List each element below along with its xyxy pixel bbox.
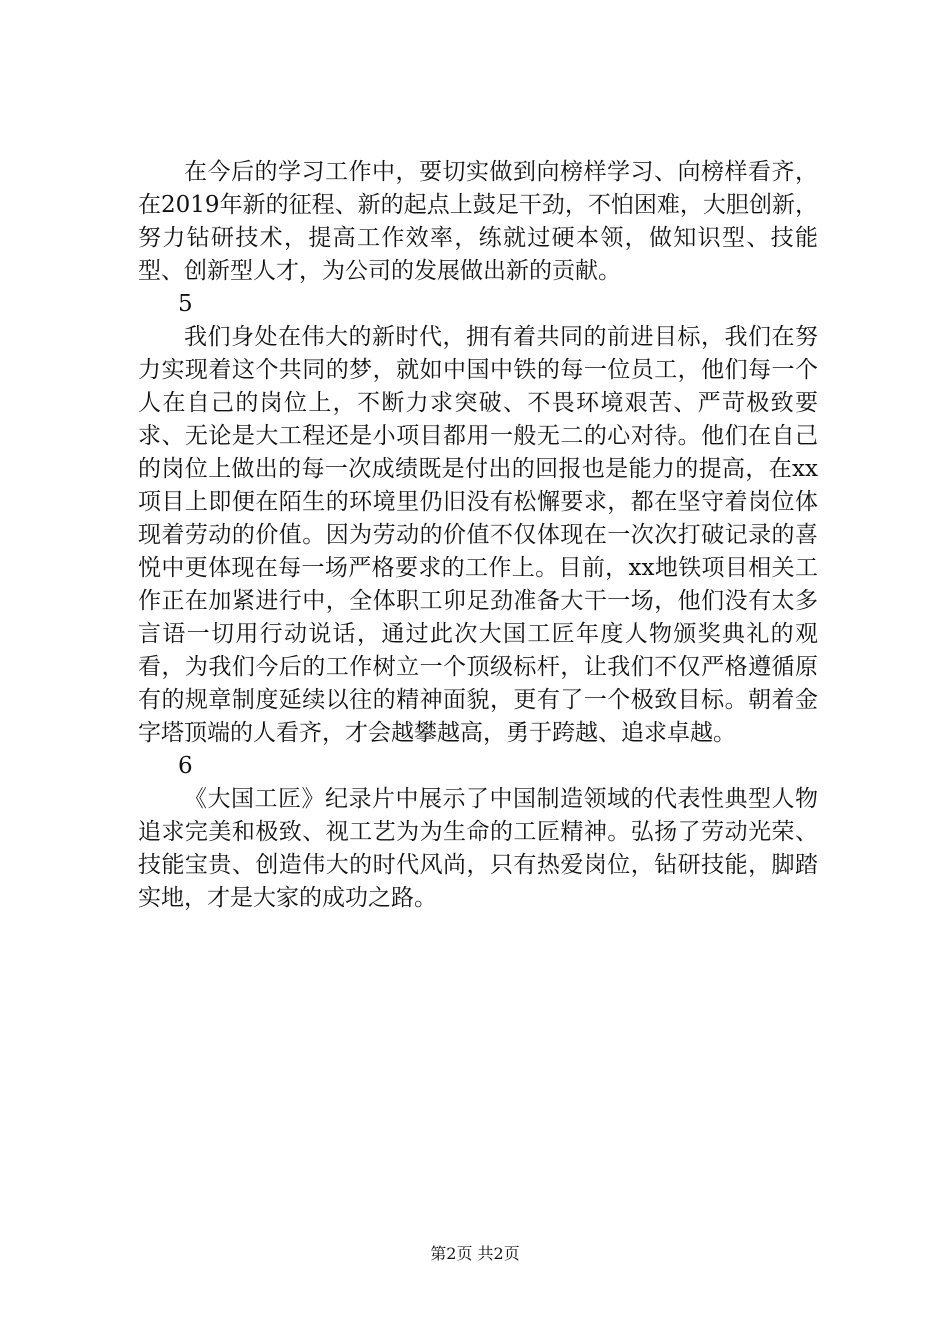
paragraph-craftsman-documentary: 《大国工匠》纪录片中展示了中国制造领域的代表性典型人物追求完美和极致、视工艺为为生命的工匠精神。弘扬了劳动光荣、技能宝贵、创造伟大的时代风尚，只有热爱岗位，钻研技能，脚踏实地，才是大家的成功之路。 xyxy=(138,786,818,911)
paragraph-learning-goals: 在今后的学习工作中，要切实做到向榜样学习、向榜样看齐，在2019年新的征程、新的起点上鼓足干劲，不怕困难，大胆创新，努力钻研技术，提高工作效率，练就过硬本领，做知识型、技能型、创新型人才，为公司的发展做出新的贡献。 xyxy=(138,159,818,284)
page-footer: 第2页 共2页 xyxy=(430,1244,520,1263)
section-number-5: 5 xyxy=(178,291,193,317)
document-body xyxy=(138,156,818,915)
section-number-6: 6 xyxy=(178,753,193,779)
paragraph-new-era: 我们身处在伟大的新时代，拥有着共同的前进目标，我们在努力实现着这个共同的梦，就如中国中铁的每一位员工，他们每一个人在自己的岗位上，不断力求突破、不畏环境艰苦、严苛极致要求、无论是大工程还是小项目都用一般无二的心对待。他们在自己的岗位上做出的每一次成绩既是付出的回报也是能力的提高，在xx项目上即便在陌生的环境里仍旧没有松懈要求，都在坚守着岗位体现着劳动的价值。因为劳动的价值不仅体现在一次次打破记录的喜悦中更体现在每一场严格要求的工作上。目前，xx地铁项目相关工作正在加紧进行中，全体职工卯足劲准备大干一场，他们没有太多言语一切用行动说话，通过此次大国工匠年度人物颁奖典礼的观看，为我们今后的工作树立一个顶级标杆，让我们不仅严格遵循原有的规章制度延续以往的精神面貌，更有了一个极致目标。朝着金字塔顶端的人看齐，才会越攀越高，勇于跨越、追求卓越。 xyxy=(138,324,818,746)
